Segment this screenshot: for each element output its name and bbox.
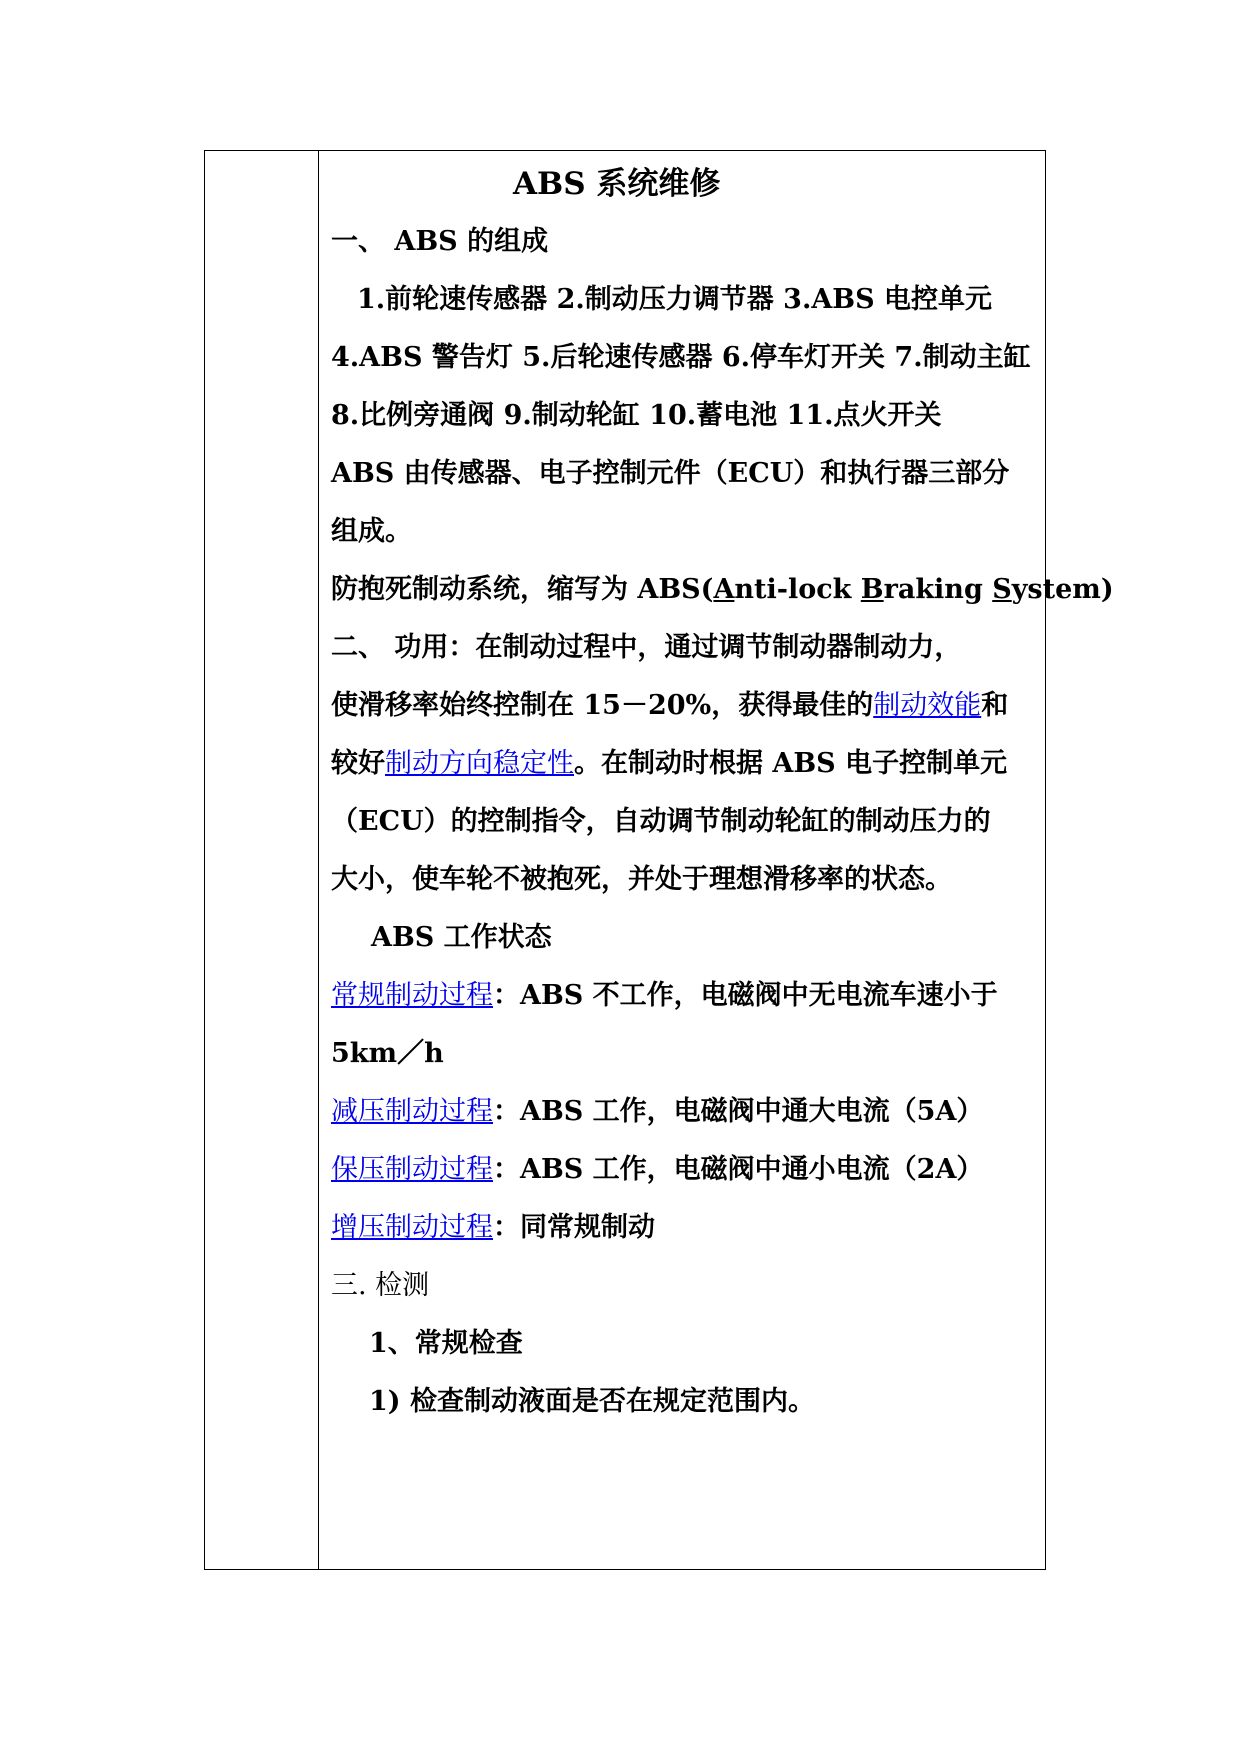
section1-heading: 一、 ABS 的组成 bbox=[331, 226, 549, 257]
state-decrease bbox=[331, 1095, 983, 1129]
composition-line-2: 组成。 bbox=[331, 516, 412, 547]
state-normal-text: ：ABS 不工作，电磁阀中无电流车速小于 bbox=[493, 980, 998, 1011]
function-line-2-suffix: 和 bbox=[981, 690, 1009, 721]
state-increase bbox=[331, 1211, 655, 1245]
function-line-5: 大小，使车轮不被抱死，并处于理想滑移率的状态。 bbox=[331, 864, 952, 895]
abs-definition bbox=[331, 573, 1114, 607]
link-direction-stability[interactable]: 制动方向稳定性 bbox=[385, 748, 574, 779]
parts-line-2: 4.ABS 警告灯 5.后轮速传感器 6.停车灯开关 7.制动主缸 bbox=[331, 342, 1031, 373]
def-letter-a: A bbox=[713, 574, 735, 605]
function-line-4: （ECU）的控制指令，自动调节制动轮缸的制动压力的 bbox=[331, 806, 991, 837]
function-line-3-suffix: 。在制动时根据 ABS 电子控制单元 bbox=[574, 748, 1008, 779]
definition-prefix: 防抱死制动系统，缩写为 ABS( bbox=[331, 574, 714, 605]
link-normal-braking[interactable]: 常规制动过程 bbox=[331, 980, 493, 1011]
parts-line-1: 1.前轮速传感器 2.制动压力调节器 3.ABS 电控单元 bbox=[357, 284, 993, 315]
parts-line-3: 8.比例旁通阀 9.制动轮缸 10.蓄电池 11.点火开关 bbox=[331, 400, 942, 431]
def-letter-s: S bbox=[992, 574, 1012, 605]
document-table bbox=[204, 150, 1114, 1570]
state-increase-text: ：同常规制动 bbox=[493, 1212, 655, 1243]
function-line-3-prefix: 较好 bbox=[331, 748, 385, 779]
link-hold-braking[interactable]: 保压制动过程 bbox=[331, 1154, 493, 1185]
function-line-1: 二、 功用：在制动过程中，通过调节制动器制动力， bbox=[331, 632, 962, 663]
function-line-2-prefix: 使滑移率始终控制在 15－20%，获得最佳的 bbox=[331, 690, 874, 721]
composition-line-1: ABS 由传感器、电子控制元件（ECU）和执行器三部分 bbox=[331, 458, 1010, 489]
link-increase-braking[interactable]: 增压制动过程 bbox=[331, 1212, 493, 1243]
function-line-3 bbox=[331, 747, 1007, 781]
state-hold-text: ：ABS 工作，电磁阀中通小电流（2A） bbox=[493, 1154, 984, 1185]
function-line-2 bbox=[331, 689, 1008, 723]
page-title: ABS 系统维修 bbox=[513, 166, 721, 202]
state-hold bbox=[331, 1153, 983, 1187]
link-braking-efficiency[interactable]: 制动效能 bbox=[873, 690, 982, 721]
link-decrease-braking[interactable]: 减压制动过程 bbox=[331, 1096, 493, 1127]
def-part-raking: raking bbox=[883, 574, 993, 605]
left-column bbox=[205, 151, 319, 1569]
def-part-ystem: ystem) bbox=[1011, 574, 1114, 605]
state-normal bbox=[331, 979, 998, 1013]
def-part-nti: nti-lock bbox=[734, 574, 861, 605]
section3-sub1: 1、常规检查 bbox=[369, 1328, 523, 1359]
states-heading: ABS 工作状态 bbox=[371, 922, 552, 953]
state-decrease-text: ：ABS 工作，电磁阀中通大电流（5A） bbox=[493, 1096, 984, 1127]
section3-item1: 1) 检查制动液面是否在规定范围内。 bbox=[369, 1386, 815, 1417]
def-letter-b: B bbox=[860, 574, 884, 605]
section3-heading: 三. 检测 bbox=[331, 1270, 430, 1301]
state-normal-text-2: 5km／h bbox=[331, 1038, 444, 1069]
